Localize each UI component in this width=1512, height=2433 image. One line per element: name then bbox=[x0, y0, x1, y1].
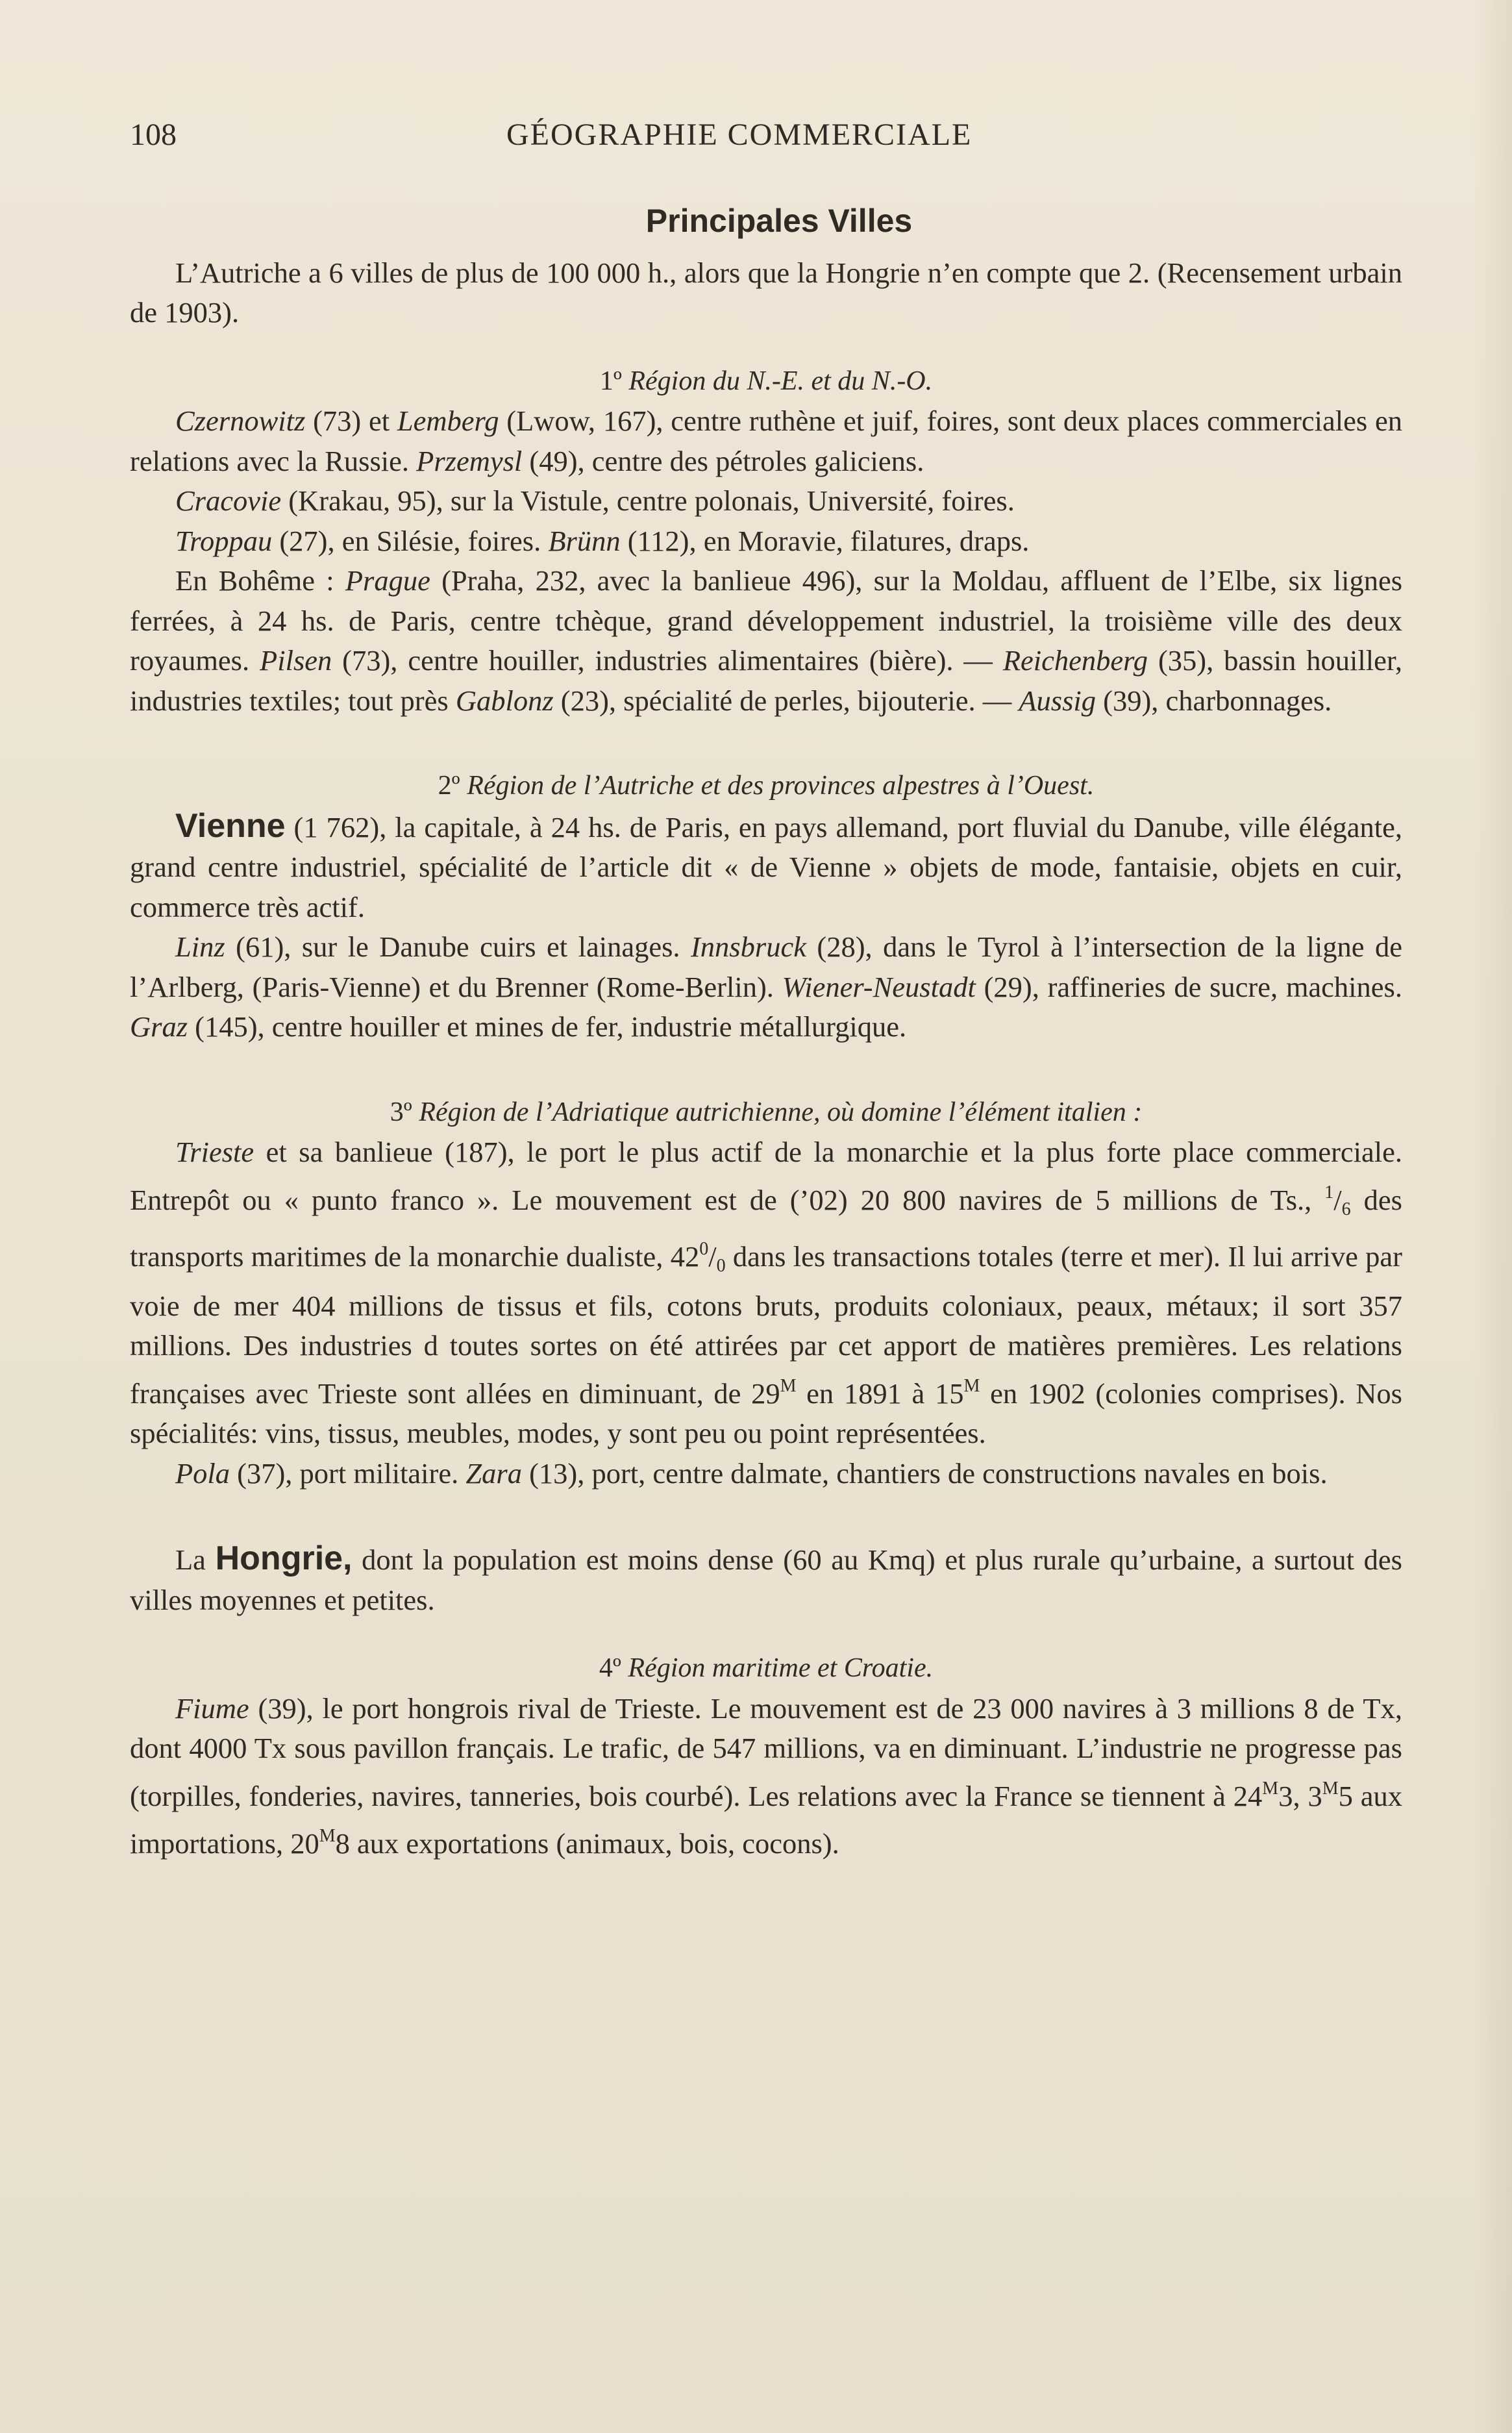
fraction-numerator: 1 bbox=[1324, 1182, 1334, 1203]
intro-paragraph: L’Autriche a 6 villes de plus de 100 000 h., alors que la Hongrie n’en compte que 2. (Recensement urbain de 1903). bbox=[130, 256, 1402, 329]
country-hongrie: Hongrie, bbox=[215, 1540, 353, 1577]
region-2-number: 2º bbox=[438, 771, 460, 801]
city-fiume: Fiume bbox=[175, 1691, 249, 1725]
city-aussig: Aussig bbox=[1019, 684, 1097, 717]
city-graz: Graz bbox=[130, 1010, 188, 1043]
city-trieste: Trieste bbox=[175, 1136, 254, 1168]
city-linz: Linz bbox=[175, 930, 225, 963]
paragraph-cracovie: Cracovie (Krakau, 95), sur la Vistule, centre polonais, Université, foires. bbox=[175, 484, 1015, 517]
paragraph-fiume: Fiume (39), le port hongrois rival de Trieste. Le mouvement est de 23 000 navires à 3 millions 8 de Tx, dont 4000 Tx sous pavillon français. Le trafic, de 547 millions, va en diminuant. L’industrie ne progresse pas (torpilles, fonderies, navires, tanneries, bois courbé). Les relations avec la France se tiennent à $24^M3$, $3^M5$ aux importations, $20^M8$ aux exportations (animaux, bois, cocons). bbox=[130, 1691, 1402, 1860]
city-pilsen: Pilsen bbox=[260, 644, 332, 677]
city-pola: Pola bbox=[175, 1456, 230, 1490]
region-1-number: 1º bbox=[599, 366, 622, 396]
region-4-heading bbox=[130, 1649, 1402, 1689]
city-troppau: Troppau bbox=[175, 524, 273, 557]
page-body bbox=[130, 195, 1402, 1864]
page-header bbox=[130, 117, 1382, 162]
region-2-title: Région de l’Autriche et des provinces alpestres à l’Ouest. bbox=[467, 771, 1095, 801]
region-1-heading bbox=[130, 362, 1402, 402]
paragraph-boheme: En Bohême : Prague (Praha, 232, avec la banlieue 496), sur la Moldau, affluent de l’Elbe, six lignes ferrées, à 24 hs. de Paris, centre tchèque, grand développement industriel, la troisième ville des deux royaumes. Pilsen (73), centre houiller, industries alimentaires (bière). — Reichenberg (35), bassin houiller, industries textiles; tout près Gablonz (23), spécialité de perles, bijouterie. — Aussig (39), charbonnages. bbox=[130, 564, 1403, 717]
region-4-title: Région maritime et Croatie. bbox=[628, 1653, 934, 1683]
paragraph-troppau: Troppau (27), en Silésie, foires. Brünn (112), en Moravie, filatures, draps. bbox=[175, 524, 1030, 557]
running-title: GÉOGRAPHIE COMMERCIALE bbox=[506, 118, 973, 152]
section-title: Principales Villes bbox=[645, 203, 913, 239]
city-prague: Prague bbox=[345, 564, 430, 597]
region-3-heading bbox=[130, 1093, 1402, 1133]
paragraph-pola: Pola (37), port militaire. Zara (13), port, centre dalmate, chantiers de constructions navales en bois. bbox=[175, 1456, 1328, 1490]
paragraph-vienne: Vienne (1 762), la capitale, à 24 hs. de Paris, en pays allemand, port fluvial du Danube, ville élégante, grand centre industriel, spécialité de l’article dit « de Vienne » objets de mode, fantaisie, objets en cuir, commerce très actif. bbox=[130, 806, 1402, 923]
city-wiener-neustadt: Wiener-Neustadt bbox=[782, 970, 976, 1003]
city-przemysl: Przemysl bbox=[416, 444, 523, 477]
region-3-number: 3º bbox=[390, 1097, 412, 1127]
region-3-title: Région de l’Adriatique autrichienne, où domine l’élément italien : bbox=[419, 1097, 1143, 1127]
city-gablonz: Gablonz bbox=[455, 684, 554, 717]
city-innsbruck: Innsbruck bbox=[690, 930, 806, 963]
fraction-denominator: 6 bbox=[1341, 1199, 1351, 1219]
city-brunn: Brünn bbox=[548, 524, 621, 557]
region-2-heading bbox=[130, 766, 1402, 806]
city-zara: Zara bbox=[465, 1456, 522, 1490]
paragraph-linz: Linz (61), sur le Danube cuirs et lainages. Innsbruck (28), dans le Tyrol à l’intersection de la ligne de l’Arlberg, (Paris-Vienne) et du Brenner (Rome-Berlin). Wiener-Neustadt (29), raffineries de sucre, machines. Graz (145), centre houiller et mines de fer, industrie métallurgique. bbox=[130, 930, 1402, 1043]
city-vienne: Vienne bbox=[175, 806, 286, 845]
region-4-number: 4º bbox=[599, 1653, 621, 1683]
paragraph-trieste: Trieste et sa banlieue (187), le port le plus actif de la monarchie et la plus forte place commerciale. Entrepôt ou « punto franco ». Le mouvement est de (’02) 20 800 navires de 5 millions de Ts., $^1/_6$ des transports maritimes de la monarchie dualiste, $42^0/_0$ dans les transactions totales (terre et mer). Il lui arrive par voie de mer 404 millions de tissus et fils, cotons bruts, produits coloniaux, peaux, métaux; il sort 357 millions. Des industries d toutes sortes on été attirées par cet apport de matières premières. Les relations françaises avec Trieste sont allées en diminuant, de $29^M$ en 1891 à $15^M$ en 1902 (colonies comprises). Nos spécialités: vins, tissus, meubles, modes, y sont peu ou point représentées. bbox=[130, 1136, 1402, 1449]
city-lemberg: Lemberg bbox=[397, 405, 499, 437]
city-cracovie: Cracovie bbox=[175, 484, 282, 517]
page-spine-shadow bbox=[1473, 0, 1512, 2433]
region-1-title: Région du N.-E. et du N.-O. bbox=[628, 366, 933, 396]
city-czernowitz: Czernowitz bbox=[175, 405, 306, 437]
paragraph-hongrie: La Hongrie, dont la population est moins dense (60 au Kmq) et plus rurale qu’urbaine, a surtout des villes moyennes et petites. bbox=[130, 1540, 1403, 1616]
paragraph-czernowitz: Czernowitz (73) et Lemberg (Lwow, 167), centre ruthène et juif, foires, sont deux places commerciales en relations avec la Russie. Przemysl (49), centre des pétroles galiciens. bbox=[130, 405, 1402, 477]
page-number: 108 bbox=[130, 118, 177, 152]
city-reichenberg: Reichenberg bbox=[1002, 644, 1148, 677]
